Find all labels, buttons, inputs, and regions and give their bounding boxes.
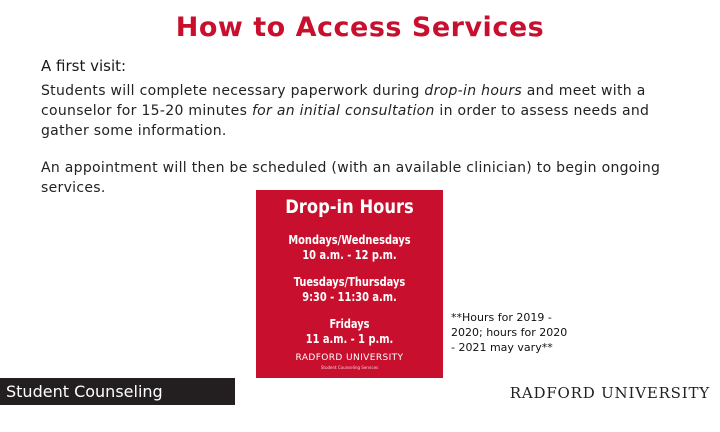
poster-time: 10 a.m. - 12 p.m. [302, 248, 397, 262]
poster-days: Fridays [329, 317, 370, 331]
paragraph-appointment: An appointment will then be scheduled (with an available clinician) to begin ongoing services. [41, 160, 661, 196]
footer-department-label: Student Counseling Services [0, 378, 235, 405]
poster-time: 9:30 - 11:30 a.m. [302, 290, 397, 304]
subheading: A first visit: [41, 57, 127, 75]
poster-brand-logo: RADFORD UNIVERSITY [295, 353, 404, 363]
poster-title: Drop-in Hours [285, 196, 414, 218]
drop-in-hours-poster [256, 190, 443, 378]
poster-time: 11 a.m. - 1 p.m. [305, 332, 394, 346]
p1-text-a: Students will complete necessary paperwork during [41, 83, 425, 99]
hours-note: **Hours for 2019 - 2020; hours for 2020 - 2021 may vary** [451, 311, 568, 354]
p1-text-e: in order to assess needs and gather some information. [41, 103, 650, 139]
p1-text-c: and meet with a counselor for 15-20 minutes [41, 83, 646, 119]
poster-days: Tuesdays/Thursdays [293, 275, 406, 289]
paragraph-first-visit [41, 81, 681, 141]
p1-emphasis-consultation: for an initial consultation [251, 103, 435, 119]
slide-title: How to Access Services [175, 12, 545, 43]
poster-block-mon-wed [273, 233, 426, 263]
poster-block-fri [273, 317, 426, 347]
footer-university-logo: RADFORD UNIVERSITY [509, 384, 710, 402]
poster-days: Mondays/Wednesdays [288, 233, 411, 247]
p1-emphasis-drop-in: drop-in hours [424, 83, 523, 99]
poster-subbrand: Student Counseling Services [320, 365, 379, 370]
poster-block-tue-thu [273, 275, 426, 305]
